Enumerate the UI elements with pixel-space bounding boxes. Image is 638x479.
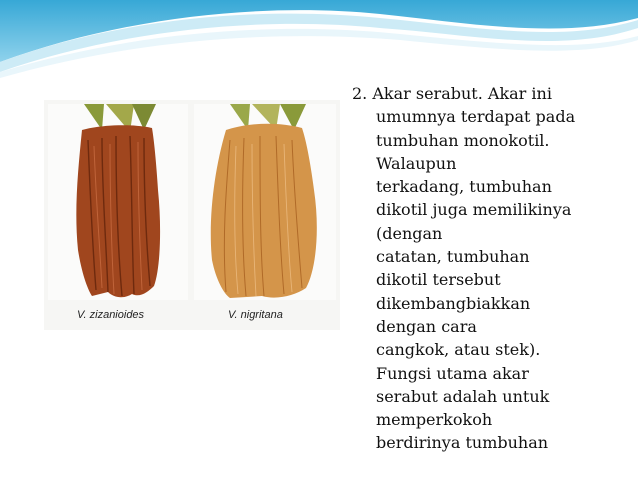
slide-body-text (352, 82, 622, 455)
text-line: serabut adalah untuk (376, 386, 550, 406)
text-line: terkadang, tumbuhan (376, 177, 552, 197)
text-line: memperkokoh (376, 410, 493, 430)
text-line: dikotil juga memilikinya (376, 200, 572, 220)
text-line: tumbuhan monokotil. (376, 130, 550, 150)
text-line: 2. Akar serabut. Akar ini (352, 84, 552, 103)
text-line: umumnya terdapat pada (376, 107, 576, 127)
roots-illustration (44, 100, 340, 330)
text-line: (dengan (376, 223, 443, 243)
fibrous-root-left (76, 104, 160, 297)
text-line: cangkok, atau stek). (376, 340, 541, 360)
figure-label-right: V. nigritana (228, 309, 283, 321)
figure-label-left: V. zizanioides (77, 309, 145, 321)
text-line: dengan cara (376, 316, 477, 336)
roots-comparison-figure (44, 100, 340, 330)
text-line: dikembangbiakkan (376, 293, 531, 313)
fibrous-root-right (211, 104, 317, 298)
text-line: dikotil tersebut (376, 270, 501, 290)
text-line: Fungsi utama akar (376, 363, 529, 383)
text-line: Walaupun (376, 153, 457, 173)
text-line: catatan, tumbuhan (376, 247, 530, 267)
text-line: berdirinya tumbuhan (376, 433, 549, 453)
header-wave-decoration (0, 0, 638, 80)
